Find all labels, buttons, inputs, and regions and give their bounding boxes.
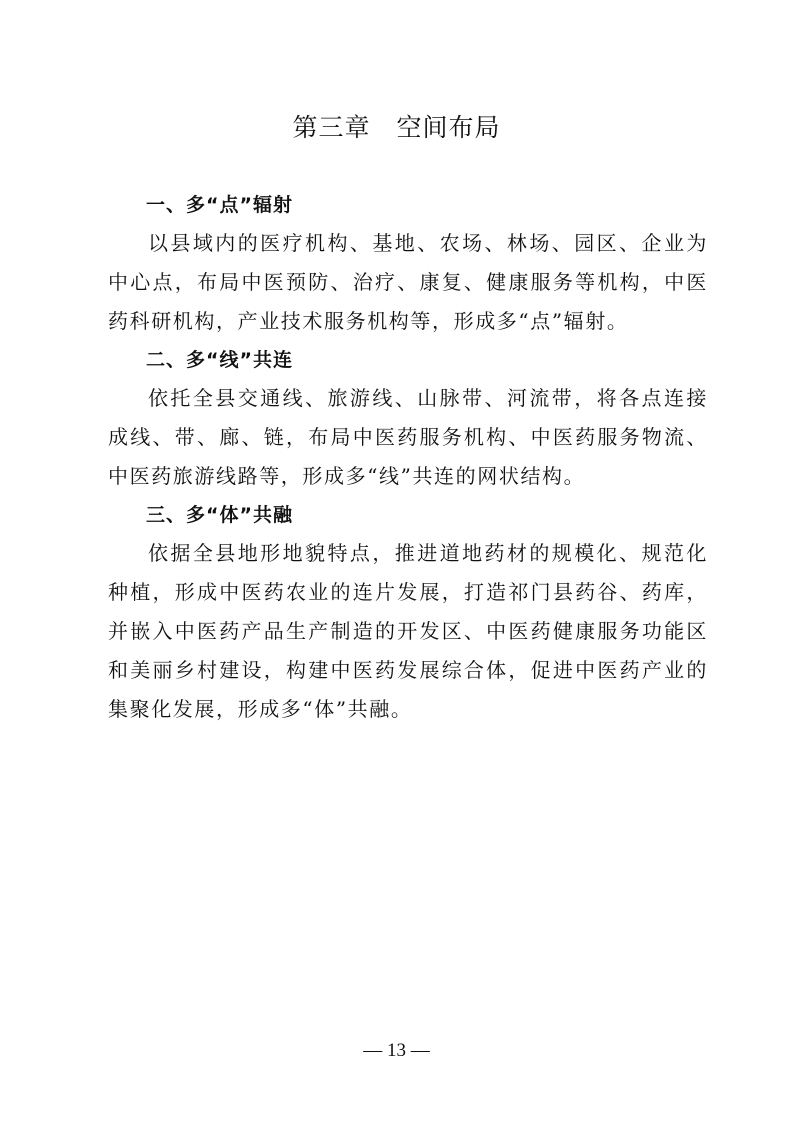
section-heading-1: 一、多“点”辐射: [146, 194, 293, 216]
chapter-title: 第三章 空间布局: [292, 113, 501, 142]
section-paragraph-2: 依托全县交通线、旅游线、山脉带、河流带，将各点连接成线、带、廊、链，布局中医药服务机构、中医药服务物流、中医药旅游线路等，形成多“线”共连的网状结构。: [108, 386, 708, 488]
section-paragraph-3: 依据全县地形地貌特点，推进道地药材的规模化、规范化种植，形成中医药农业的连片发展，打造祁门县药谷、药库，并嵌入中医药产品生产制造的开发区、中医药健康服务功能区和美丽乡村建设，构建中医药发展综合体，促进中医药产业的集聚化发展，形成多“体”共融。: [108, 541, 708, 721]
page-number: — 13 —: [363, 1040, 430, 1061]
document-body: [108, 186, 708, 729]
section-heading-2: 二、多“线”共连: [146, 349, 293, 371]
section-paragraph-1: 以县域内的医疗机构、基地、农场、林场、园区、企业为中心点，布局中医预防、治疗、康复、健康服务等机构，中医药科研机构，产业技术服务机构等，形成多“点”辐射。: [108, 231, 708, 333]
section-heading-3: 三、多“体”共融: [146, 504, 293, 526]
